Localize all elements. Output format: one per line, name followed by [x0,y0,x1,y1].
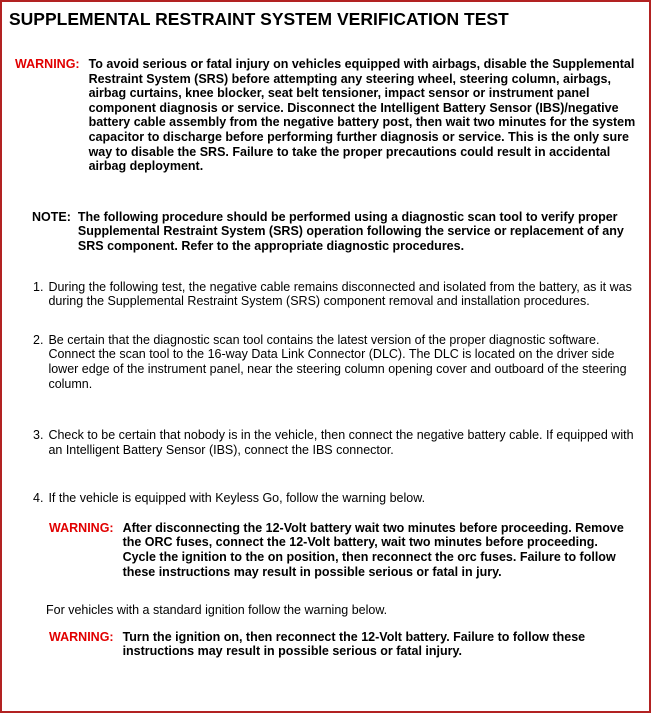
warning-label: WARNING: [49,520,114,535]
warning-label: WARNING: [15,57,80,71]
note-block [32,210,641,254]
standard-ignition-line: For vehicles with a standard ignition follow the warning below. [46,603,388,618]
page-title: SUPPLEMENTAL RESTRAINT SYSTEM VERIFICATION TEST [9,9,509,29]
step-text: If the vehicle is equipped with Keyless Go, follow the warning below. [48,491,426,506]
warning-label: WARNING: [49,629,114,644]
step-text: Be certain that the diagnostic scan tool contains the latest version of the proper diagnostic software. Connect the scan tool to the 16-way Data Link Connector (DLC). The DLC is located on the driver side lower edge of the instrument panel, near the steering column opening cover and outboard of the steering column. [48,332,627,391]
note-text: The following procedure should be performed using a diagnostic scan tool to verify proper Supplemental Restraint System (SRS) operation following the service or replacement of any SRS component. Refer to the appropriate diagnostic procedures. [77,209,624,253]
step-number: 1. [33,279,44,294]
step-text: Check to be certain that nobody is in the vehicle, then connect the negative battery cable. If equipped with an Intelligent Battery Sensor (IBS), connect the IBS connector. [48,428,634,457]
keyless-go-warning-block [49,521,641,579]
step-number: 4. [33,491,44,506]
top-warning-block [15,57,641,174]
warning-text: To avoid serious or fatal injury on vehicles equipped with airbags, disable the Supplemental Restraint System (SRS) before attempting any steering wheel, steering column, airbags, airbag curtains, knee blocker, seat belt tensioner, impact sensor or instrument panel component diagnosis or service. Disconnect the Intelligent Battery Sensor (IBS)/negative battery cable assembly from the negative battery post, then wait two minutes for the system capacitor to discharge before performing further diagnosis or service. This is the only sure way to disable the SRS. Failure to take the proper precautions could result in accidental airbag deployment. [88,57,636,174]
warning-text: Turn the ignition on, then reconnect the 12-Volt battery. Failure to follow these instructions may result in possible serious or fatal injury. [122,629,586,659]
step-number: 3. [33,428,44,443]
list-item [33,491,641,506]
note-label: NOTE: [32,209,71,224]
step-number: 2. [33,332,44,347]
list-item [33,280,641,309]
list-item [33,428,641,457]
warning-text: After disconnecting the 12-Volt battery wait two minutes before proceeding. Remove the ORC fuses, connect the 12-Volt battery, wait two minutes before proceeding. Cycle the ignition to the on position, then reconnect the orc fuses. Failure to follow these instructions may result in possible serious or fatal in jury. [122,520,624,579]
step-text: During the following test, the negative cable remains disconnected and isolated from the battery, as it was during the Supplemental Restraint System (SRS) component removal and installation procedures. [48,279,632,309]
list-item [33,333,641,391]
standard-ignition-warning-block [49,630,641,659]
